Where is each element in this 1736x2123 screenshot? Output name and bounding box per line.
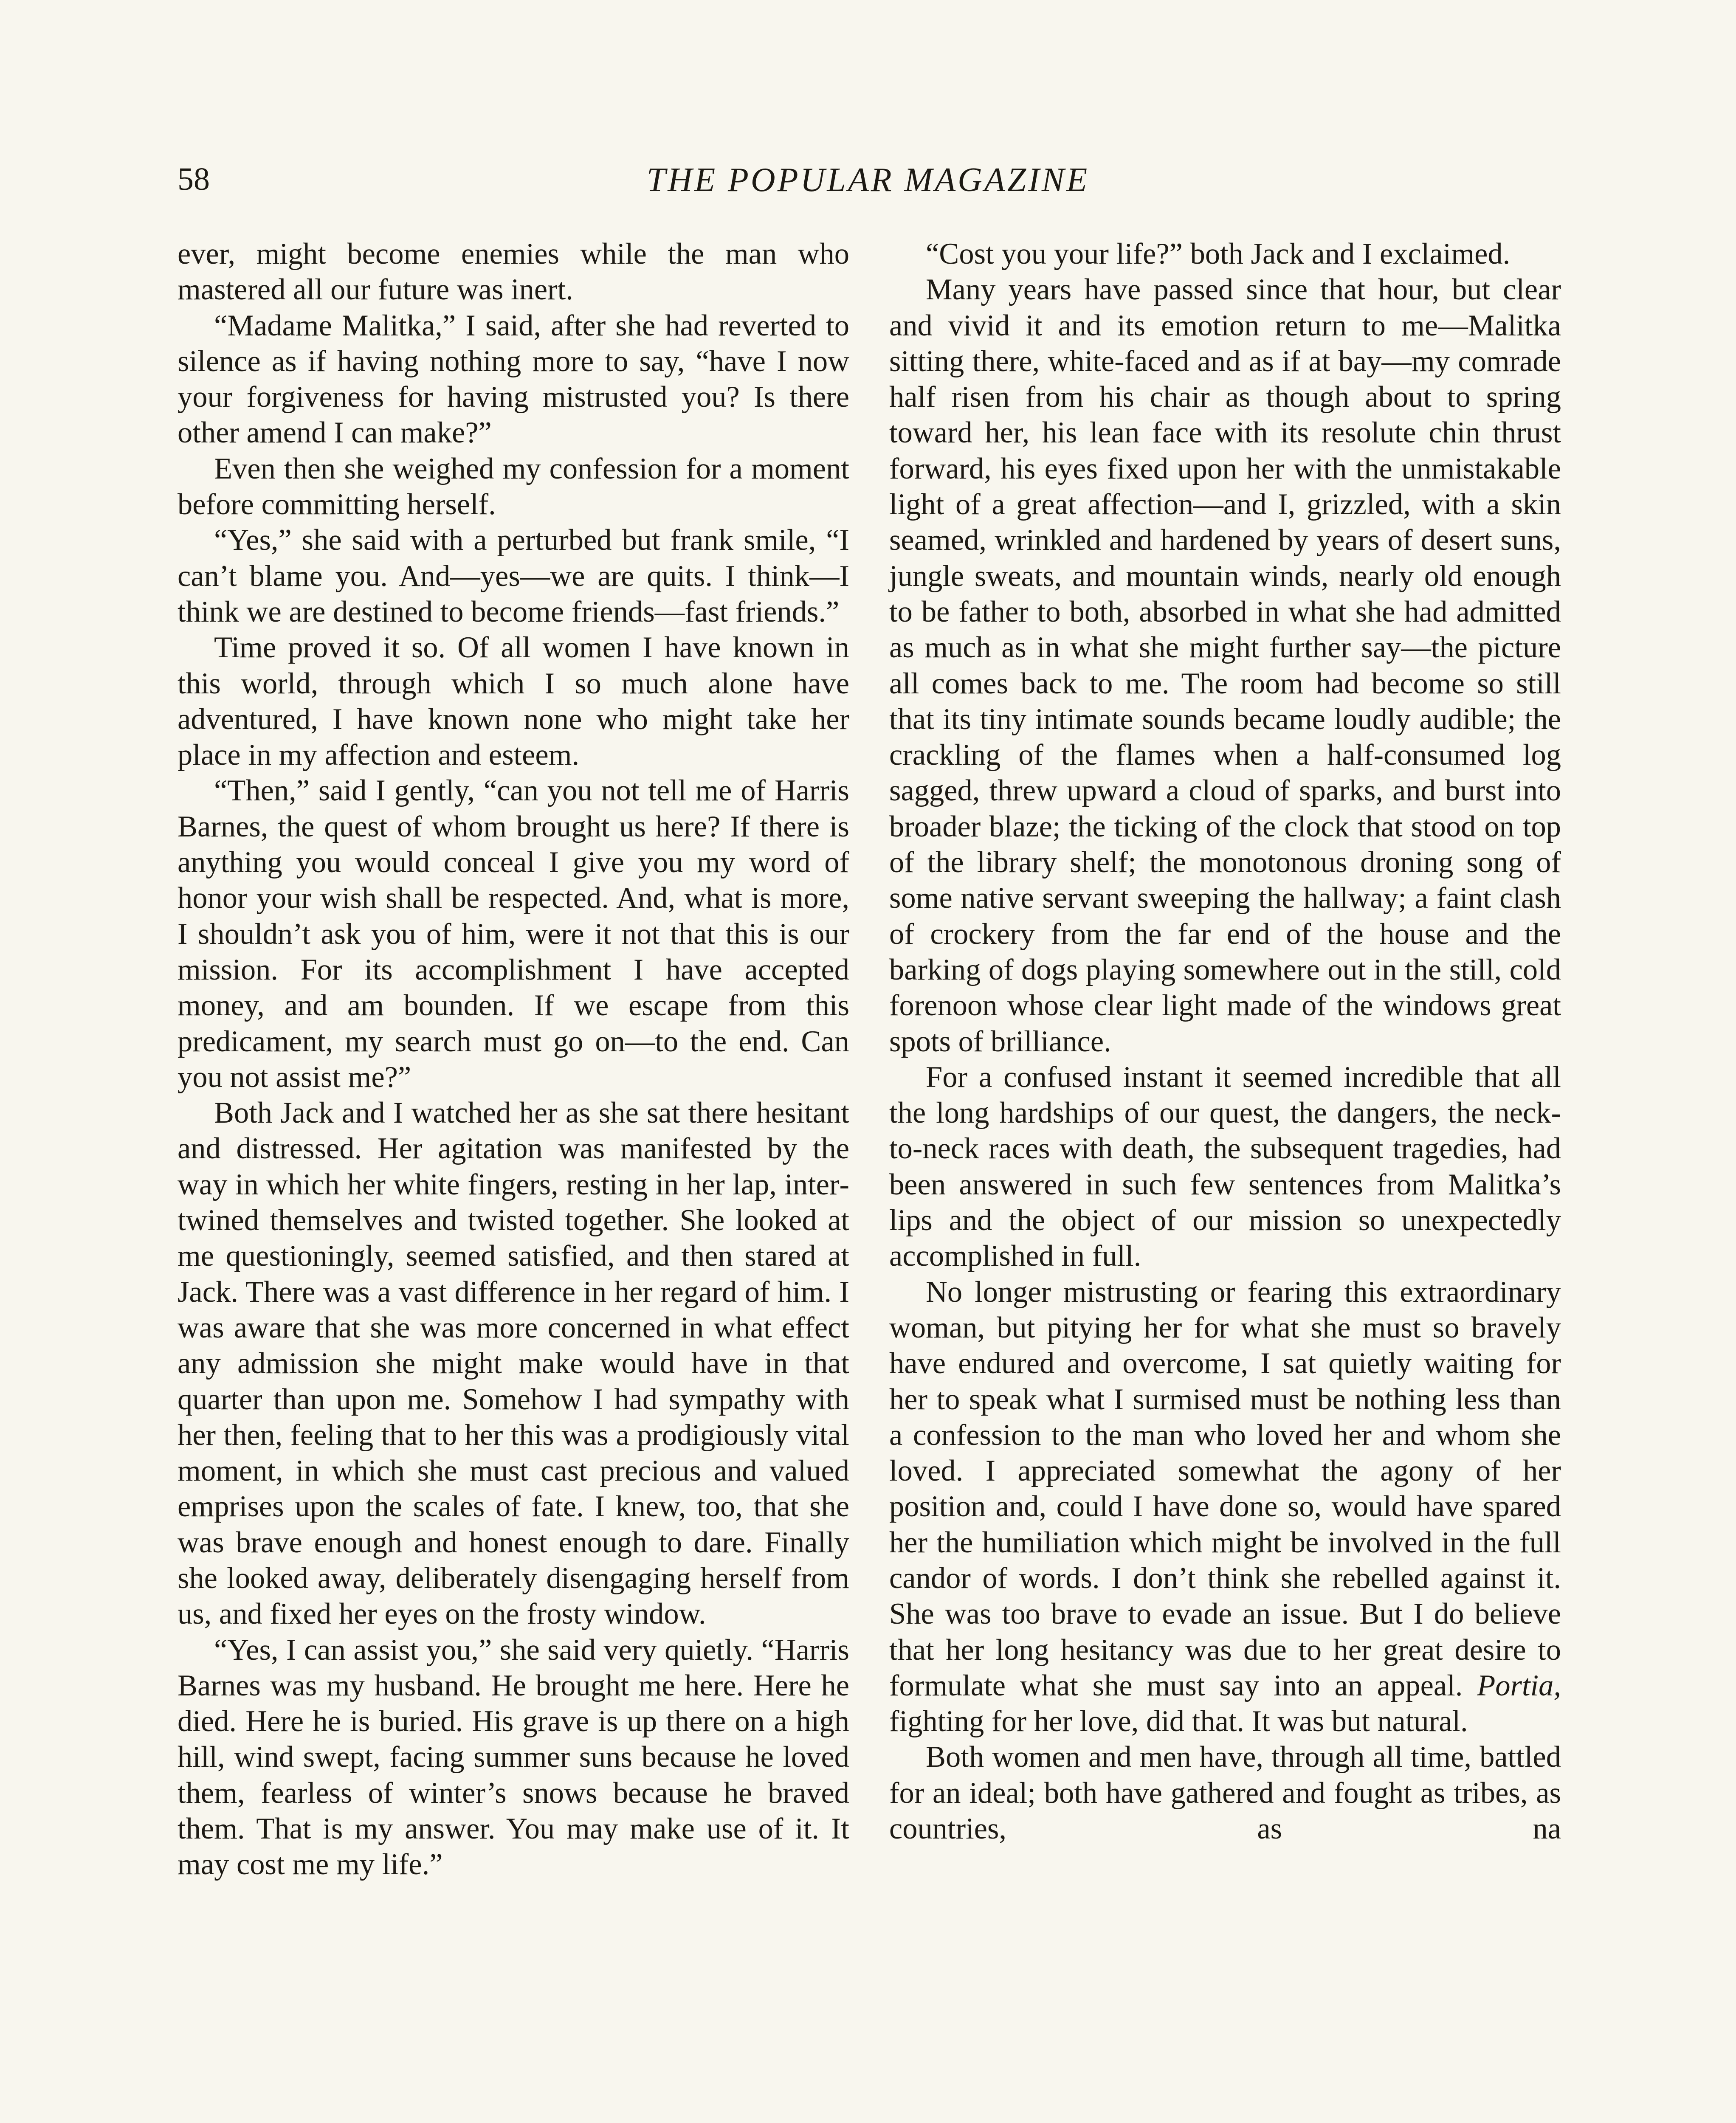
paragraph: ever, might become enemies while the man who mastered all our future was inert. xyxy=(178,237,849,307)
paragraph: “Cost you your life?” both Jack and I exclaimed. xyxy=(926,237,1511,270)
paragraph: Time proved it so. Of all women I have known in this world, through which I so much alone have adventured, I have known none who might take her place in my affection and esteem. xyxy=(178,631,849,772)
paragraph: “Then,” said I gently, “can you not tell me of Harris Barnes, the quest of whom brought us here? If there is anything you would conceal I give you my word of honor your wish shall be respected. And, what is more, I shouldn’t ask you of him, were it not that this is our mission. For its accomplishment I have accepted money, and am bounden. If we escape from this predicament, my search must go on—to the end. Can you not assist me?” xyxy=(178,774,849,1094)
paragraph: “Yes,” she said with a perturbed but frank smile, “I can’t blame you. And—yes—we are quits. I think—I think we are destined to become friends—fast friends.” xyxy=(178,524,849,628)
paragraph-text: fighting for her love, did that. It was but natural. xyxy=(889,1705,1468,1738)
page-number: 58 xyxy=(178,161,210,197)
italic-name: Portia, xyxy=(1477,1669,1561,1702)
running-head-title: THE POPULAR MAGAZINE xyxy=(646,161,1090,199)
paragraph: Even then she weighed my confession for a moment before committing herself. xyxy=(178,452,849,521)
paragraph: Both Jack and I watched her as she sat there hesitant and distressed. Her agitation was manifested by the way in which her white fingers, resting in her lap, intertwined themselves and twisted together. She looked at me questioningly, seemed satisfied, and then stared at Jack. There was a vast difference in her regard of him. I was aware that she was more concerned in what effect any admission she might make would have in that quarter than upon me. Somehow I had sympathy with her then, feeling that to her this was a prodigiously vital moment, in which she must cast precious and valued emprises upon the scales of fate. I knew, too, that she was brave enough and honest enough to dare. Finally she looked away, deliberately disengaging herself from us, and fixed her eyes on the frosty window. xyxy=(178,1096,849,1631)
paragraph xyxy=(889,1274,1561,1740)
paragraph: Both women and men have, through all time, battled for an ideal; both have gathered and fought as tribes, as countries, as na xyxy=(889,1740,1561,1846)
paragraph: Many years have passed since that hour, but clear and vivid it and its emotion return to me—Malitka sitting there, white-faced and as if at bay—my comrade half risen from his chair as though about to spring toward her, his lean face with its resolute chin thrust forward, his eyes fixed upon her with the unmistakable light of a great affection—and I, grizzled, with a skin seamed, wrinkled and hardened by years of desert suns, jungle sweats, and mountain winds, nearly old enough to be father to both, absorbed in what she had admitted as much as in what she might further say—the picture all comes back to me. The room had become so still that its tiny intimate sounds became loudly audible; the crackling of the flames when a half-consumed log sagged, threw upward a cloud of sparks, and burst into broader blaze; the ticking of the clock that stood on top of the library shelf; the monotonous droning song of some native servant sweeping the hallway; a faint clash of crockery from the far end of the house and the barking of dogs playing somewhere out in the still, cold forenoon whose clear light made of the windows great spots of brilliance. xyxy=(889,273,1561,1058)
paragraph: “Madame Malitka,” I said, after she had reverted to silence as if having nothing more to say, “have I now your forgiveness for having mistrusted you? Is there other amend I can make?” xyxy=(178,309,849,450)
right-text-column xyxy=(889,236,1561,1847)
paragraph-text: No longer mistrusting or fearing this extraordinary woman, but pitying her for what she must so bravely have endured and overcome, I sat quietly waiting for her to speak what I surmised must be nothing less than a confession to the man who loved her and whom she loved. I appreciated somewhat the agony of her position and, could I have done so, would have spared her the humiliation which might be involved in the full candor of words. I don’t think she rebelled against it. She was too brave to evade an issue. But I do believe that her long hesitancy was due to her great desire to formulate what she must say into an appeal. xyxy=(889,1275,1561,1702)
paragraph: For a confused instant it seemed incredible that all the long hardships of our quest, the dangers, the neck-to-neck races with death, the subsequent tragedies, had been answered in such few sentences from Malitka’s lips and the object of our mission so unexpectedly accomplished in full. xyxy=(889,1060,1561,1273)
paragraph: “Yes, I can assist you,” she said very quietly. “Harris Barnes was my husband. He brought me here. Here he died. Here he is buried. His grave is up there on a high hill, wind swept, facing summer suns because he loved them, fearless of winter’s snows because he braved them. That is my answer. You may make use of it. It may cost me my life.” xyxy=(178,1633,849,1881)
left-text-column xyxy=(178,236,849,1883)
